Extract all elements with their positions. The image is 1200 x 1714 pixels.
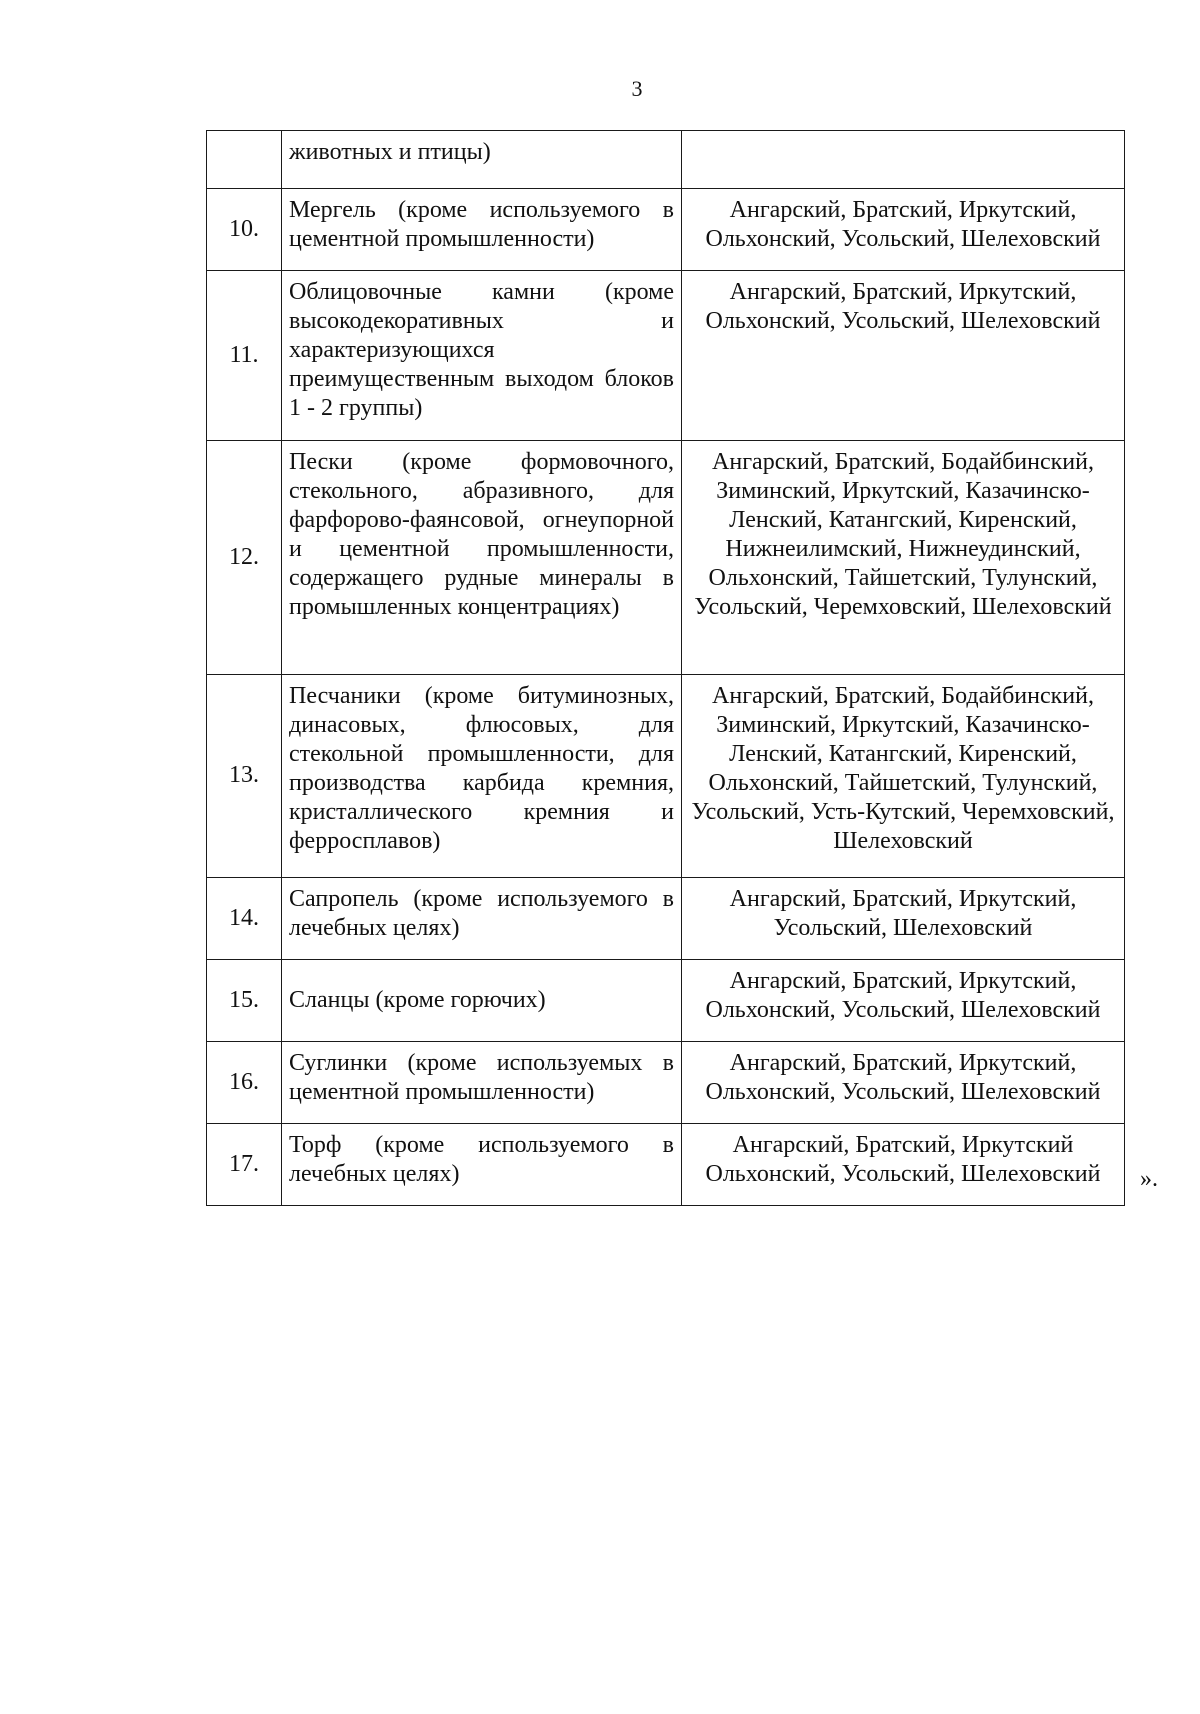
districts-list: Ангарский, Братский, Бодайбинский, Зиминский, Иркутский, Казачинско-Ленский, Катангский, Киренский, Ольхонский, Тайшетский, Тулунский, Усольский, Усть-Кутский, Черемховский, Шелеховский — [682, 675, 1125, 878]
row-number: 10. — [207, 189, 282, 271]
table-row — [207, 441, 1125, 675]
row-number — [207, 131, 282, 189]
mineral-name: Облицовочные камни (кроме высокодекоративных и характеризующихся преимущественным выходом блоков 1 - 2 группы) — [282, 271, 682, 441]
mineral-name: животных и птицы) — [282, 131, 682, 189]
row-number: 17. — [207, 1124, 282, 1206]
minerals-table — [206, 130, 1125, 1206]
mineral-name: Сапропель (кроме используемого в лечебных целях) — [282, 878, 682, 960]
table-row — [207, 675, 1125, 878]
row-number: 11. — [207, 271, 282, 441]
mineral-name: Пески (кроме формовочного, стекольного, абразивного, для фарфорово-фаянсовой, огнеупорной и цементной промышленности, содержащего рудные минералы в промышленных концентрациях) — [282, 441, 682, 675]
districts-list — [682, 131, 1125, 189]
table-row — [207, 960, 1125, 1042]
table-row — [207, 1124, 1125, 1206]
table-row — [207, 1042, 1125, 1124]
table-row — [207, 271, 1125, 441]
row-number: 16. — [207, 1042, 282, 1124]
mineral-name: Сланцы (кроме горючих) — [282, 960, 682, 1042]
mineral-name: Торф (кроме используемого в лечебных целях) — [282, 1124, 682, 1206]
districts-list: Ангарский, Братский, Иркутский, Усольский, Шелеховский — [682, 878, 1125, 960]
districts-list: Ангарский, Братский, Иркутский, Ольхонский, Усольский, Шелеховский — [682, 960, 1125, 1042]
mineral-name: Суглинки (кроме используемых в цементной промышленности) — [282, 1042, 682, 1124]
row-number: 12. — [207, 441, 282, 675]
table-row — [207, 131, 1125, 189]
mineral-name: Песчаники (кроме битуминозных, динасовых, флюсовых, для стекольной промышленности, для производства карбида кремния, кристаллического кремния и ферросплавов) — [282, 675, 682, 878]
table-row — [207, 878, 1125, 960]
table-row — [207, 189, 1125, 271]
mineral-name: Мергель (кроме используемого в цементной промышленности) — [282, 189, 682, 271]
districts-list: Ангарский, Братский, Иркутский, Ольхонский, Усольский, Шелеховский — [682, 189, 1125, 271]
districts-list: Ангарский, Братский, Бодайбинский, Зиминский, Иркутский, Казачинско-Ленский, Катангский, Киренский, Нижнеилимский, Нижнеудинский, Ольхонский, Тайшетский, Тулунский, Усольский, Черемховский, Шелеховский — [682, 441, 1125, 675]
row-number: 14. — [207, 878, 282, 960]
districts-list: Ангарский, Братский, Иркутский, Ольхонский, Усольский, Шелеховский — [682, 271, 1125, 441]
page-number: 3 — [631, 76, 643, 101]
row-number: 15. — [207, 960, 282, 1042]
closing-quote-mark: ». — [1140, 1166, 1158, 1192]
districts-list: Ангарский, Братский, Иркутский, Ольхонский, Усольский, Шелеховский — [682, 1042, 1125, 1124]
districts-list: Ангарский, Братский, Иркутский Ольхонский, Усольский, Шелеховский — [682, 1124, 1125, 1206]
row-number: 13. — [207, 675, 282, 878]
